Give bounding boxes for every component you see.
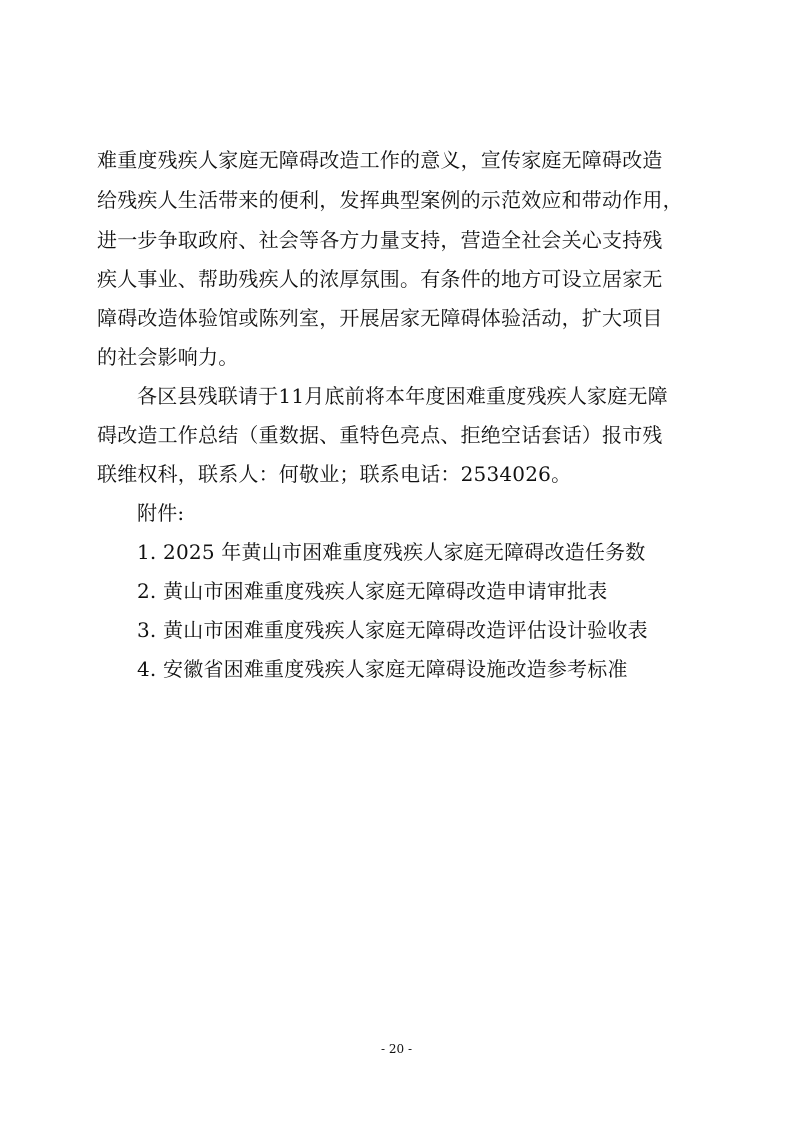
paragraph-1-line-2: 给残疾人生活带来的便利，发挥典型案例的示范效应和带动作用， [97, 188, 683, 212]
paragraph-2-line-1: 各区县残联请于11月底前将本年度困难重度残疾人家庭无障 [137, 384, 668, 408]
page-number: - 20 - [380, 1042, 412, 1056]
paragraph-1-line-4: 疾人事业、帮助残疾人的浓厚氛围。有条件的地方可设立居家无 [97, 267, 663, 291]
attachment-item-1: 1. 2025 年黄山市困难重度残疾人家庭无障碍改造任务数 [137, 540, 646, 564]
attachment-item-4: 4. 安徽省困难重度残疾人家庭无障碍设施改造参考标准 [137, 657, 628, 681]
paragraph-1-line-6: 的社会影响力。 [97, 345, 239, 369]
paragraph-2-line-3: 联维权科，联系人：何敬业；联系电话：2534026。 [97, 462, 572, 486]
attachment-item-3: 3. 黄山市困难重度残疾人家庭无障碍改造评估设计验收表 [137, 618, 648, 642]
paragraph-2-line-2: 碍改造工作总结（重数据、重特色亮点、拒绝空话套话）报市残 [97, 423, 663, 447]
paragraph-1-line-1: 难重度残疾人家庭无障碍改造工作的意义，宣传家庭无障碍改造 [97, 148, 663, 172]
attachments-label: 附件: [137, 501, 185, 525]
paragraph-1-line-5: 障碍改造体验馆或陈列室，开展居家无障碍体验活动，扩大项目 [97, 306, 663, 330]
paragraph-1-line-3: 进一步争取政府、社会等各方力量支持，营造全社会关心支持残 [97, 228, 663, 252]
attachment-item-2: 2. 黄山市困难重度残疾人家庭无障碍改造申请审批表 [137, 579, 608, 603]
